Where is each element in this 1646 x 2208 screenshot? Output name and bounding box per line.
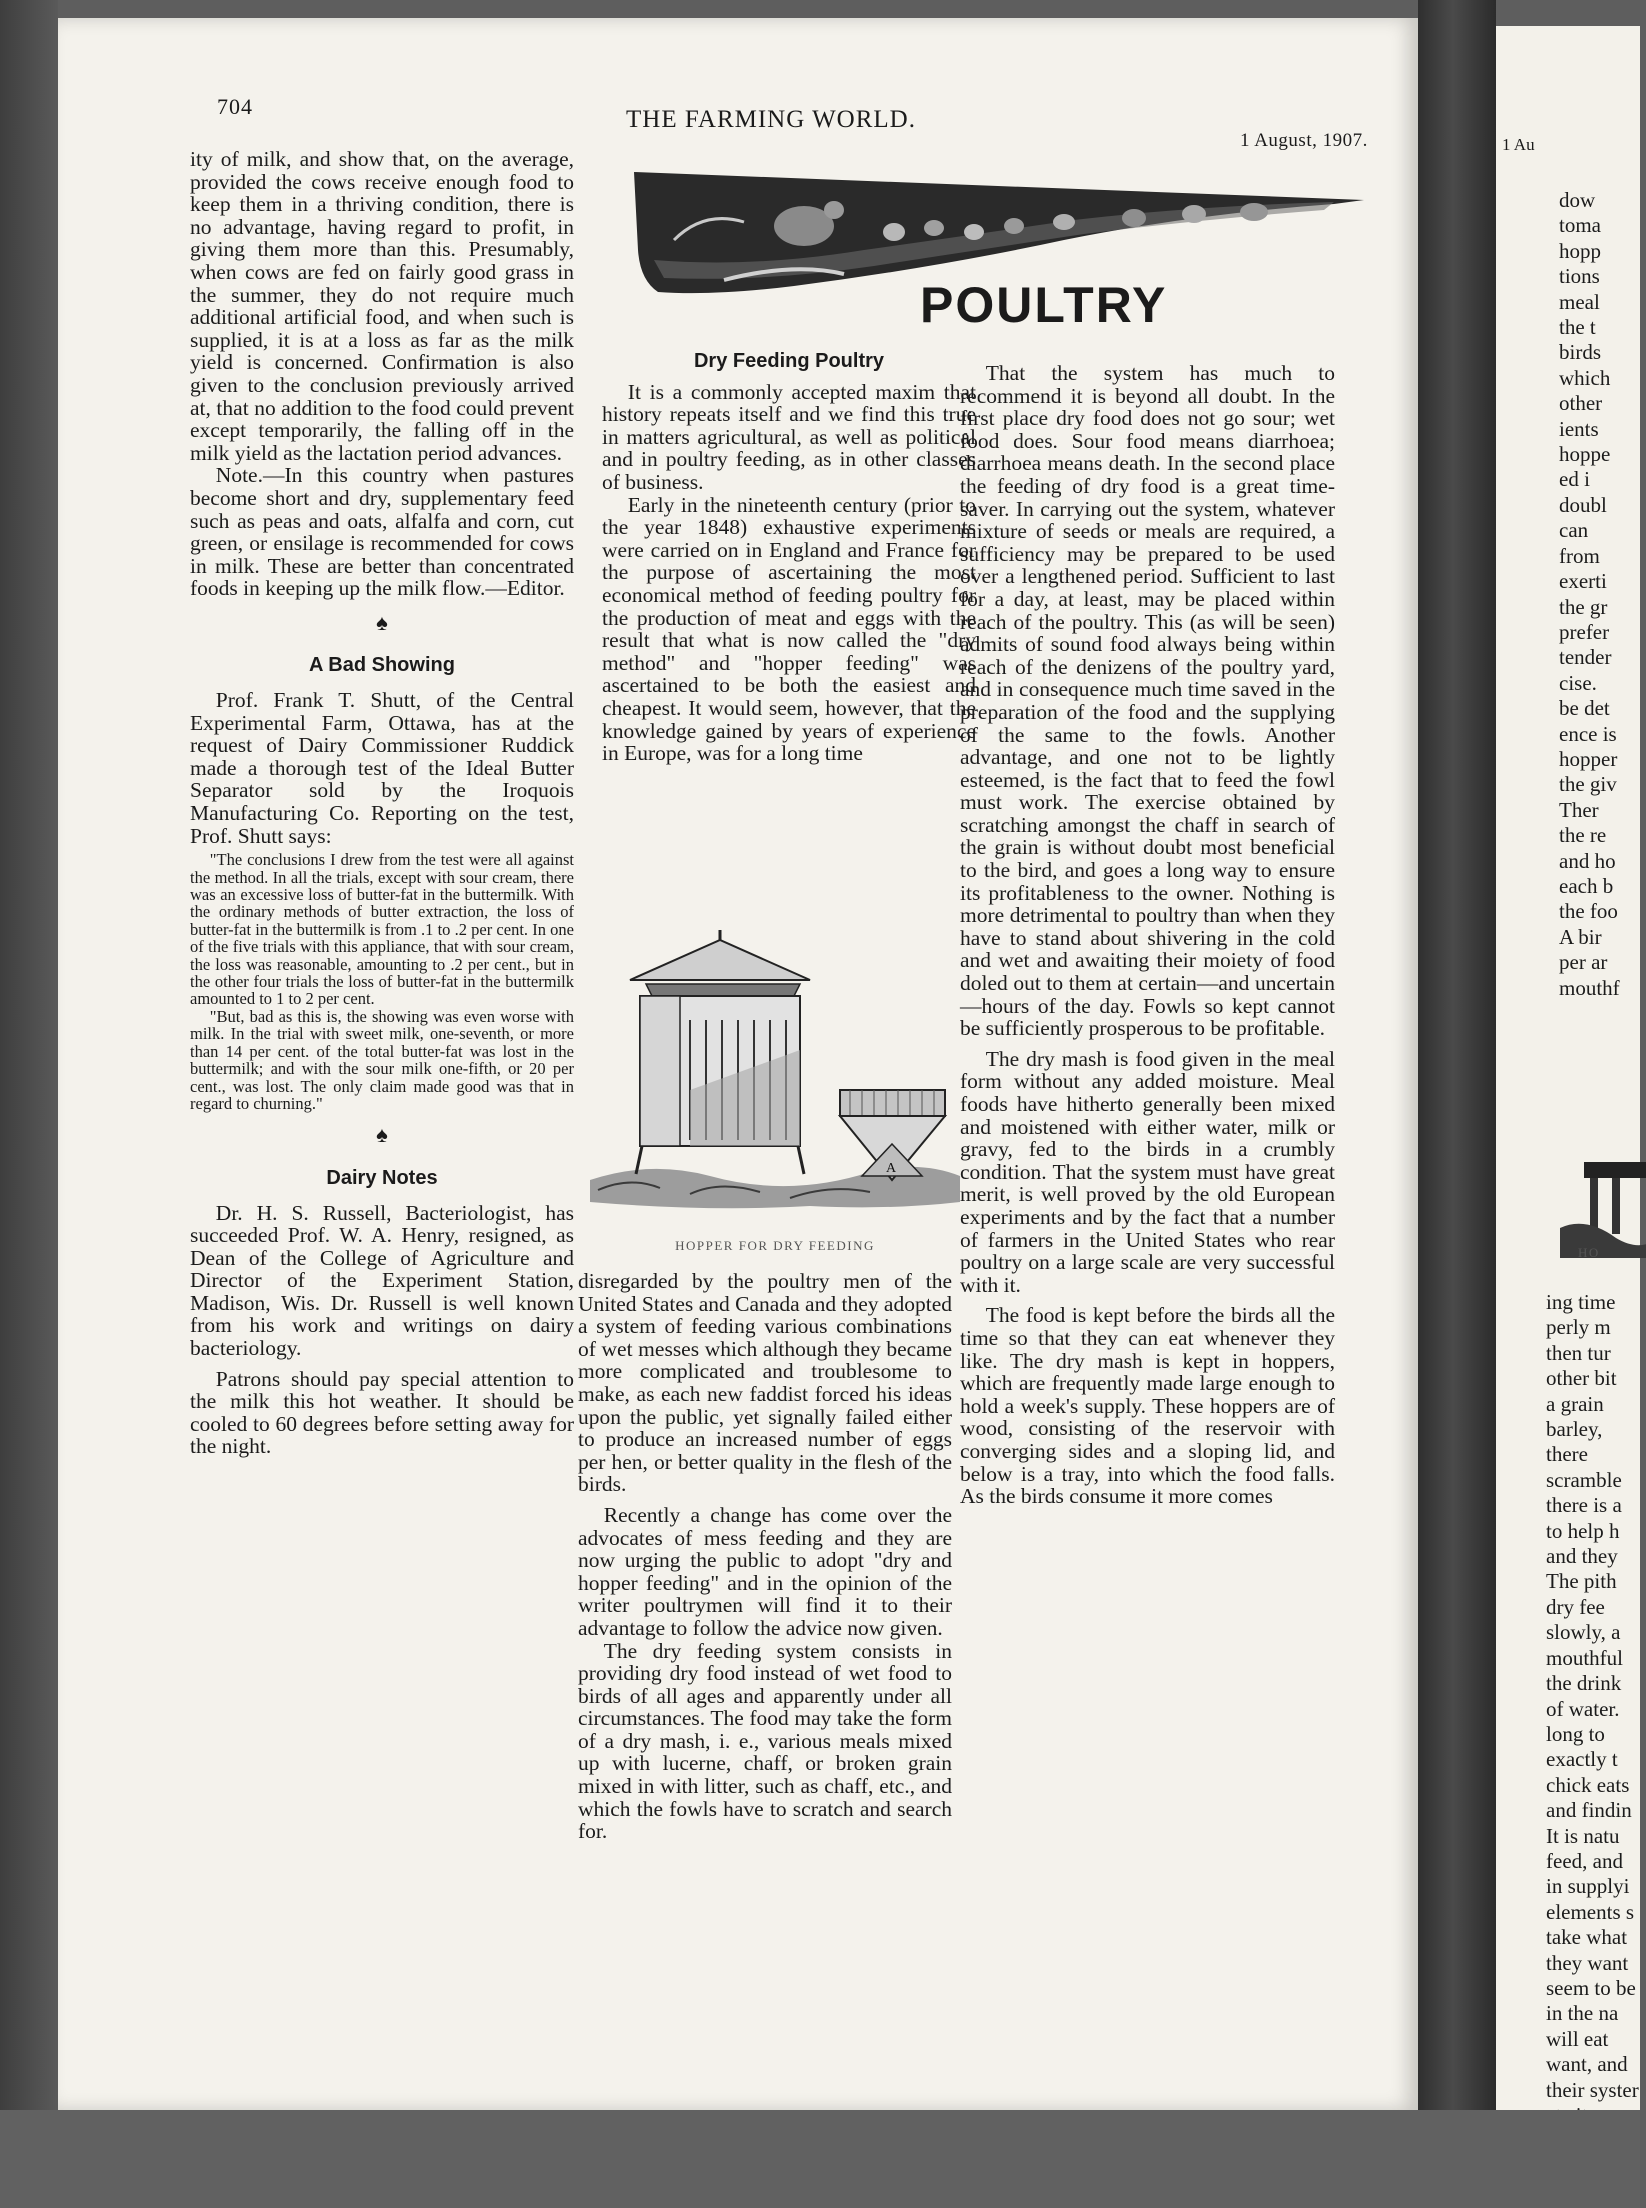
next-page-line: perly m [1546, 1315, 1611, 1340]
next-page-line: which [1559, 365, 1611, 390]
journal-title: THE FARMING WORLD. [626, 106, 916, 133]
article-paragraph: The dry feeding system consists in providing dry food instead of wet food to birds of all ages and apparently under all circumstances. The food may take the form of a dry mash, i. e., various meals mixed up with lucerne, chaff, or broken grain mixed in with litter, such as chaff, etc., and which the fowls have to scratch and search for. [578, 1638, 952, 1844]
next-page-line: scramble [1546, 1467, 1622, 1492]
next-page-line: the giv [1559, 772, 1617, 797]
next-page-line: can [1559, 518, 1589, 543]
next-page-line: barley, [1546, 1417, 1603, 1442]
next-page-line: tions [1559, 264, 1600, 289]
next-page-line: exactly t [1546, 1747, 1618, 1772]
next-page-header: 1 Au [1502, 135, 1535, 154]
ornament-icon: ♠ [376, 609, 388, 635]
middle-column-bottom [578, 1270, 952, 1843]
next-page-line: dry fee [1546, 1594, 1605, 1619]
bad-showing-title: A Bad Showing [309, 654, 455, 677]
next-page-line: cise. [1559, 670, 1597, 695]
next-page-line: each b [1559, 873, 1614, 898]
next-page-line: in supplyi [1546, 1874, 1630, 1899]
next-page-line: of water. [1546, 1696, 1620, 1721]
next-page-line: feed, and [1546, 1848, 1623, 1873]
next-page-line: birds [1559, 340, 1601, 365]
figure-caption: HOPPER FOR DRY FEEDING [675, 1238, 875, 1253]
bad-showing-quote-2: "But, bad as this is, the showing was even worse with milk. In the trial with sweet milk, one-seventh, or more than 14 per cent. of the total butter-fat was lost in the buttermilk; and with the sour milk one-fifth, or 20 per cent., was lost. The only claim made good was that in regard to churning." [190, 1006, 574, 1113]
next-page-line: their syster [1546, 2077, 1639, 2102]
next-page-line: prefer [1559, 619, 1610, 644]
next-page-fragment [1496, 26, 1640, 2110]
article-paragraph: disregarded by the poultry men of the United States and Canada and they adopted a system of feeding various combinations of wet messes which although they became more complicated and troublesome to make, as each new faddist forced his ideas upon the public, yet signally failed either to produce an increased number of eggs per hen, or better quality in the flesh of the birds. [578, 1269, 952, 1497]
scan-left-edge [0, 0, 58, 2208]
next-page-line: meal [1559, 289, 1600, 314]
dairy-notes-title: Dairy Notes [326, 1166, 438, 1189]
dairy-notes-paragraph: Patrons should pay special attention to the milk this hot weather. It should be cooled to 60 degrees before setting away for the night. [190, 1366, 574, 1459]
next-page-line: the foo [1559, 899, 1618, 924]
next-page-line: the re [1559, 823, 1607, 848]
ornament-icon: ♠ [376, 1122, 388, 1148]
next-page-line: other bit [1546, 1366, 1617, 1391]
next-page-line: ing time [1546, 1290, 1616, 1314]
next-page-line: tender [1559, 645, 1612, 670]
next-page-line: want, and [1546, 2052, 1628, 2077]
next-page-line: and ho [1559, 848, 1616, 873]
next-page-top-lines [1559, 188, 1620, 1001]
next-page-line: ients [1559, 416, 1599, 441]
next-page-line: per ar [1559, 950, 1608, 975]
bad-showing-quote-1: "The conclusions I drew from the test were all against the method. In all the trials, except with sour cream, there was an excessive loss of butter-fat in the buttermilk. With the ordinary methods of butter extraction, the loss of butter-fat in the buttermilk is from .1 to .2 per cent. In one of the five trials with this appliance, that with sour cream, the loss was reasonable, amounting to .2 per cent., but in the other four trials the loss of butter-fat in the buttermilk amounted to 1 to 2 per cent. [190, 850, 574, 1009]
next-page-line: there [1546, 1442, 1588, 1467]
next-page-line: A bir [1559, 924, 1602, 949]
next-page-line: and findin [1546, 1798, 1632, 1823]
next-page-line: toma [1559, 213, 1601, 238]
article-paragraph: The dry mash is food given in the meal form without any added moisture. Meal foods have hitherto generally been mixed and moistened with either water, milk or gravy, fed to the birds in a crumbly condition. That the system must have great merit, is well proved by the old European experiments and by the fact that a number of farmers in the United States who rear poultry on a large scale are very successful with it. [960, 1046, 1335, 1297]
next-page-caption-fragment: HO [1578, 1245, 1600, 1260]
continued-paragraph: ity of milk, and show that, on the average, provided the cows receive enough food to keep them in a thriving condition, there is no advantage, having regard to profit, in giving them more than this. Presumably, when cows are fed on fairly good grass in the summer, they do not require much additional artificial food, and when such is supplied, it is at a loss as far as the milk yield is concerned. Confirmation is also given to the conclusion previously arrived at, that no addition to the food could prevent except temporarily, the falling off in the milk yield as the lactation period advances. [190, 147, 574, 465]
page-number: 704 [217, 94, 253, 119]
next-page-line: the t [1559, 315, 1596, 340]
next-page-line: and they [1546, 1544, 1618, 1569]
next-page-line: long to [1546, 1721, 1605, 1746]
next-page-line: take what [1546, 1925, 1628, 1950]
article-paragraph: It is a commonly accepted maxim that history repeats itself and we find this true in matters agricultural, as well as political and in poultry feeding, as in other classes of business. [602, 379, 976, 494]
next-page-line: chick eats [1546, 1772, 1630, 1797]
next-page-line: Ther [1559, 797, 1599, 822]
next-page-line: the drink [1546, 1671, 1622, 1696]
next-page-line: mouthf [1559, 975, 1620, 1000]
next-page-line: there is a [1546, 1493, 1622, 1518]
article-paragraph: That the system has much to recommend it is beyond all doubt. In the first place dry food does not go sour; wet food does. Sour food means diarrhoea; diarrhoea means death. In the second place the feeding of dry food is a great time-saver. In carrying out the system, whatever mixture of seeds or meals are required, a sufficiency may be prepared to be used over a lengthened period. Sufficient to last for a day, at least, may be placed within reach of the poultry. This (as will be seen) admits of sound food always being within reach of the denizens of the poultry yard, and in consequence much time saved in the preparation of the food and the supplying of the same to the fowls. Another advantage, and one not to be lightly esteemed, is the fact that to feed the fowl must work. The exercise obtained by scratching amongst the chaff in search of the grain is without doubt most beneficial to the bird, and goes a long way to ensure its profitableness to the owner. Nothing is more detrimental to poultry than when they have to stand about shivering in the cold and wet and awaiting their moiety of food doled out to them at certain—and uncertain—hours of the day. Fowls so kept cannot be sufficiently prosperous to be profitable. [960, 361, 1335, 1041]
article-paragraph: Recently a change has come over the advocates of mess feeding and they are now urging the public to adopt "dry and hopper feeding" and in the opinion of the writer poultrymen will find it to their advantage to follow the advice now given. [578, 1502, 952, 1640]
next-page-line: hopp [1559, 238, 1601, 263]
next-page-line: doubl [1559, 492, 1607, 517]
next-page-line: exerti [1559, 569, 1607, 594]
right-column [960, 362, 1335, 1508]
next-page-line: ed i [1559, 467, 1590, 492]
next-page-line: seem to be [1546, 1975, 1636, 2000]
next-page-line: be det [1559, 696, 1610, 721]
article-title: Dry Feeding Poultry [693, 350, 885, 372]
next-page-line: other [1559, 391, 1603, 416]
next-page-bottom-lines [1546, 1290, 1639, 2128]
editor-note: Note.—In this country when pastures become short and dry, supplementary feed such as peas and oats, alfalfa and corn, cut green, or ensilage is recommended for cows in milk. These are better than concentrated foods in keeping up the milk flow.—Editor. [190, 463, 574, 601]
next-page-line: It is natu [1546, 1823, 1620, 1848]
next-page-line: slowly, a [1546, 1620, 1621, 1645]
bad-showing-intro: Prof. Frank T. Shutt, of the Central Experimental Farm, Ottawa, has at the request of Dairy Commissioner Ruddick made a thorough test of the Ideal Butter Separator sold by the Iroquois Manufacturing Co. Reporting on the test, Prof. Shutt says: [190, 688, 574, 848]
issue-date: 1 August, 1907. [1240, 130, 1368, 151]
next-page-line: they want [1546, 1950, 1629, 1975]
middle-column-top [602, 350, 976, 765]
dairy-notes-paragraph: Dr. H. S. Russell, Bacteriologist, has succeeded Prof. W. A. Henry, resigned, as Dean of the College of Agriculture and Director of the Experiment Station, Madison, Wis. Dr. Russell is well known from his work and writings on dairy bacteriology. [190, 1200, 574, 1361]
next-page-line: elements s [1546, 1899, 1635, 1924]
scan-bottom-band [0, 2110, 1640, 2208]
left-column [190, 148, 574, 1458]
next-page-hopper-illustration [1556, 1146, 1646, 1266]
section-title: POULTRY [920, 277, 1168, 333]
article-paragraph: The food is kept before the birds all the time so that they can eat whenever they like. The dry mash is kept in hoppers, which are frequently made large enough to hold a week's supply. These hoppers are of wood, consisting of the reservoir with converging sides and a sloping lid, and below is a tray, into which the food falls. As the birds consume it more comes [960, 1303, 1335, 1509]
next-page-line: from [1559, 543, 1600, 568]
next-page-line: to help h [1546, 1518, 1620, 1543]
next-page-line: hoppe [1559, 442, 1611, 467]
next-page-line: hopper [1559, 746, 1618, 771]
next-page-line: dow [1559, 188, 1596, 212]
next-page-line: mouthful [1546, 1645, 1623, 1670]
next-page-line: a grain [1546, 1391, 1604, 1416]
figure-label: A [886, 1161, 897, 1176]
next-page-line: ence is [1559, 721, 1617, 746]
article-paragraph: Early in the nineteenth century (prior to the year 1848) exhaustive experiments were carried on in England and France for the purpose of ascertaining the most economical method of feeding poultry for the production of meat and eggs with the result that what is now called the "dry method" and "hopper feeding" was ascertained to be both the easiest and cheapest. It would seem, however, that the knowledge gained by years of experience in Europe, was for a long time [602, 492, 976, 766]
next-page-line: will eat [1546, 2026, 1609, 2051]
next-page-line: then tur [1546, 1340, 1611, 1365]
next-page-line: the gr [1559, 594, 1608, 619]
next-page-line: in the na [1546, 2001, 1619, 2026]
book-gutter [1418, 0, 1496, 2208]
hopper-illustration [590, 940, 960, 1215]
next-page-line: The pith [1546, 1569, 1617, 1594]
